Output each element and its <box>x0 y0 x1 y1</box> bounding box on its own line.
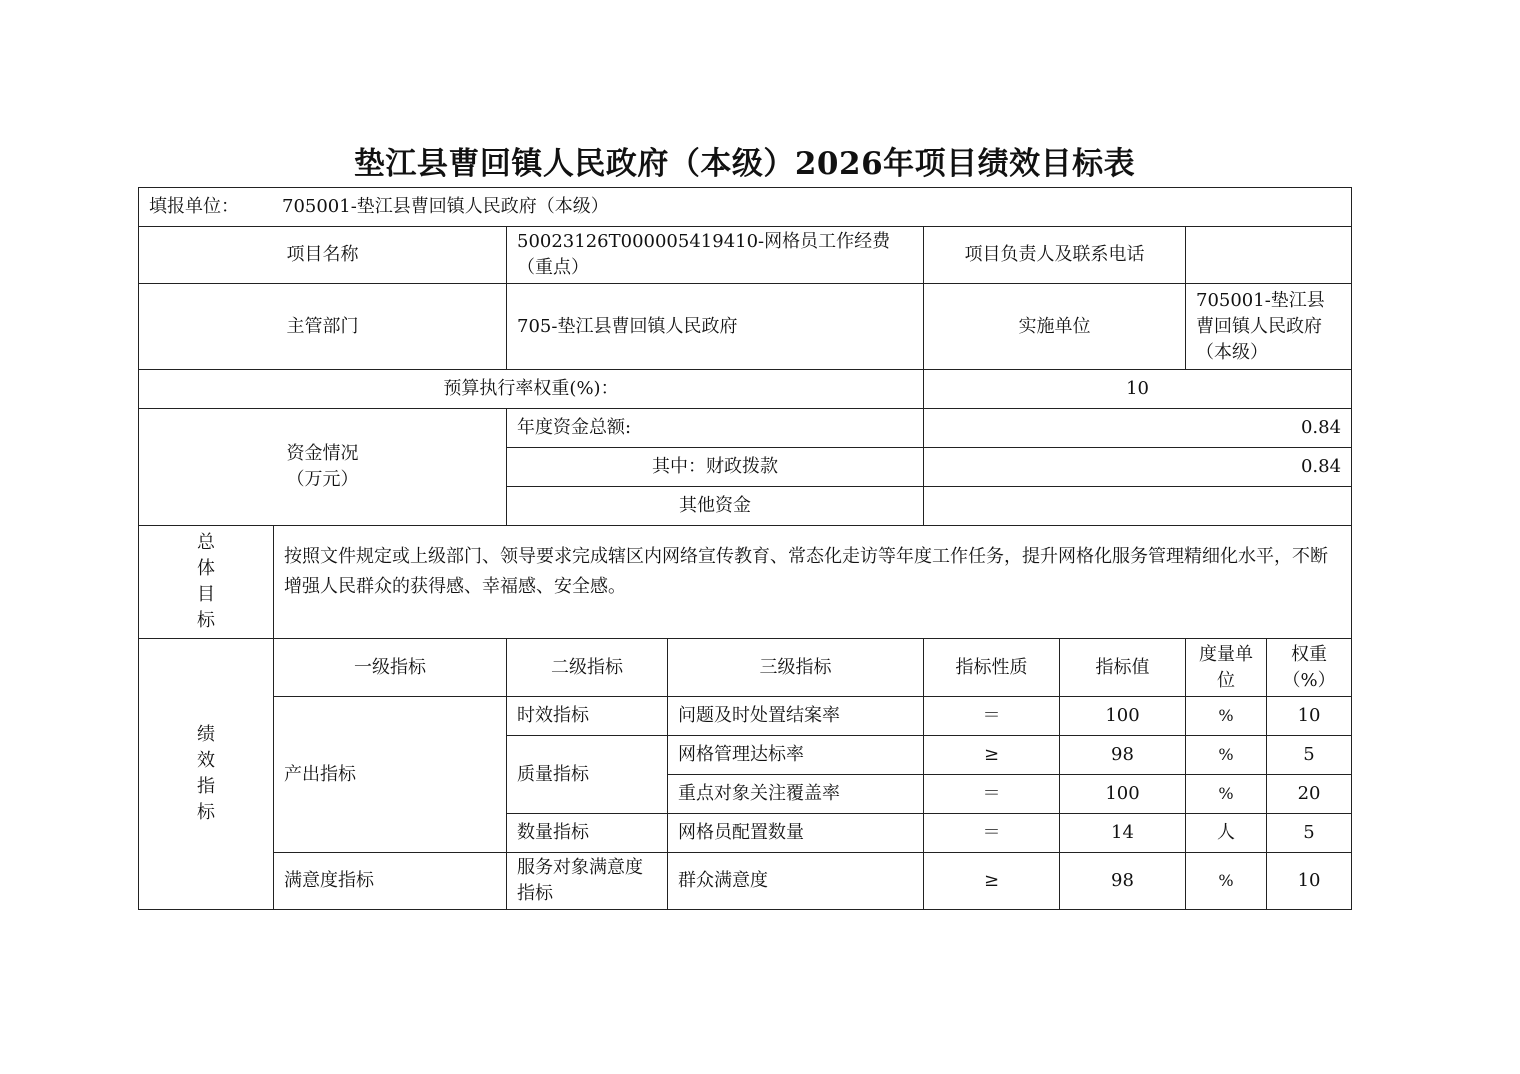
funds-fiscal-value: 0.84 <box>924 448 1352 487</box>
funds-fiscal-label: 其中：财政拨款 <box>507 448 924 487</box>
report-unit-value: 705001-垫江县曹回镇人民政府（本级） <box>282 196 609 217</box>
nature-cell: ＝ <box>924 775 1060 814</box>
unit-cell: % <box>1186 697 1267 736</box>
overall-goal-char: 目 <box>197 584 215 605</box>
value-cell: 100 <box>1060 697 1186 736</box>
weight-cell: 10 <box>1267 697 1352 736</box>
unit-cell: 人 <box>1186 814 1267 853</box>
project-name-value: 50023126T000005419410-网格员工作经费（重点） <box>507 227 924 284</box>
project-contact-label: 项目负责人及联系电话 <box>924 227 1186 284</box>
overall-goal-char: 总 <box>197 532 215 553</box>
nature-cell: ＝ <box>924 697 1060 736</box>
value-cell: 98 <box>1060 853 1186 910</box>
level2-cell: 时效指标 <box>507 697 668 736</box>
project-row <box>139 227 1352 284</box>
nature-cell: ≥ <box>924 853 1060 910</box>
level2-cell: 质量指标 <box>507 736 668 814</box>
header-level2: 二级指标 <box>507 639 668 697</box>
indicators-char: 绩 <box>197 724 215 745</box>
overall-goal-char: 标 <box>197 610 215 631</box>
impl-unit-label: 实施单位 <box>924 284 1186 370</box>
funds-total-row <box>139 409 1352 448</box>
header-nature: 指标性质 <box>924 639 1060 697</box>
budget-weight-row <box>139 370 1352 409</box>
indicators-char: 标 <box>197 802 215 823</box>
weight-cell: 5 <box>1267 736 1352 775</box>
level2-cell: 数量指标 <box>507 814 668 853</box>
indicators-char: 效 <box>197 750 215 771</box>
level3-cell: 网格员配置数量 <box>668 814 924 853</box>
indicators-char: 指 <box>197 776 215 797</box>
header-level1: 一级指标 <box>274 639 507 697</box>
funds-total-value: 0.84 <box>924 409 1352 448</box>
funds-total-label: 年度资金总额: <box>507 409 924 448</box>
value-cell: 98 <box>1060 736 1186 775</box>
budget-weight-label: 预算执行率权重(%)： <box>139 370 924 409</box>
header-level3: 三级指标 <box>668 639 924 697</box>
unit-cell: % <box>1186 736 1267 775</box>
budget-weight-value: 10 <box>924 370 1352 409</box>
indicator-header-row <box>139 639 1352 697</box>
weight-cell: 5 <box>1267 814 1352 853</box>
department-label: 主管部门 <box>139 284 507 370</box>
level3-cell: 问题及时处置结案率 <box>668 697 924 736</box>
indicators-label <box>139 639 274 910</box>
overall-goal-label <box>139 526 274 639</box>
unit-cell: % <box>1186 775 1267 814</box>
table-row <box>139 853 1352 910</box>
level1-cell: 产出指标 <box>274 697 507 853</box>
weight-cell: 10 <box>1267 853 1352 910</box>
report-unit-row <box>139 188 1352 227</box>
level3-cell: 群众满意度 <box>668 853 924 910</box>
page-title: 垫江县曹回镇人民政府（本级）2026年项目绩效目标表 <box>353 146 1136 182</box>
performance-table <box>138 187 1352 910</box>
overall-goal-char: 体 <box>197 558 215 579</box>
funds-other-value <box>924 487 1352 526</box>
project-contact-value <box>1186 227 1352 284</box>
header-weight: 权重（%） <box>1267 639 1352 697</box>
department-value: 705-垫江县曹回镇人民政府 <box>507 284 924 370</box>
report-unit-cell <box>139 188 1352 227</box>
funds-label <box>139 409 507 526</box>
funds-label-line1: 资金情况 <box>286 443 359 464</box>
header-unit: 度量单位 <box>1186 639 1267 697</box>
level3-cell: 网格管理达标率 <box>668 736 924 775</box>
project-name-label: 项目名称 <box>139 227 507 284</box>
department-row <box>139 284 1352 370</box>
funds-label-line2: （万元） <box>286 469 359 490</box>
impl-unit-value: 705001-垫江县曹回镇人民政府（本级） <box>1186 284 1352 370</box>
header-value: 指标值 <box>1060 639 1186 697</box>
table-row <box>139 697 1352 736</box>
overall-goal-row <box>139 526 1352 639</box>
value-cell: 100 <box>1060 775 1186 814</box>
level1-cell: 满意度指标 <box>274 853 507 910</box>
nature-cell: ＝ <box>924 814 1060 853</box>
report-unit-label: 填报单位： <box>149 196 239 217</box>
value-cell: 14 <box>1060 814 1186 853</box>
level3-cell: 重点对象关注覆盖率 <box>668 775 924 814</box>
nature-cell: ≥ <box>924 736 1060 775</box>
unit-cell: % <box>1186 853 1267 910</box>
level2-cell: 服务对象满意度指标 <box>507 853 668 910</box>
weight-cell: 20 <box>1267 775 1352 814</box>
overall-goal-text: 按照文件规定或上级部门、领导要求完成辖区内网络宣传教育、常态化走访等年度工作任务，提升网格化服务管理精细化水平，不断增强人民群众的获得感、幸福感、安全感。 <box>274 526 1352 639</box>
funds-other-label: 其他资金 <box>507 487 924 526</box>
